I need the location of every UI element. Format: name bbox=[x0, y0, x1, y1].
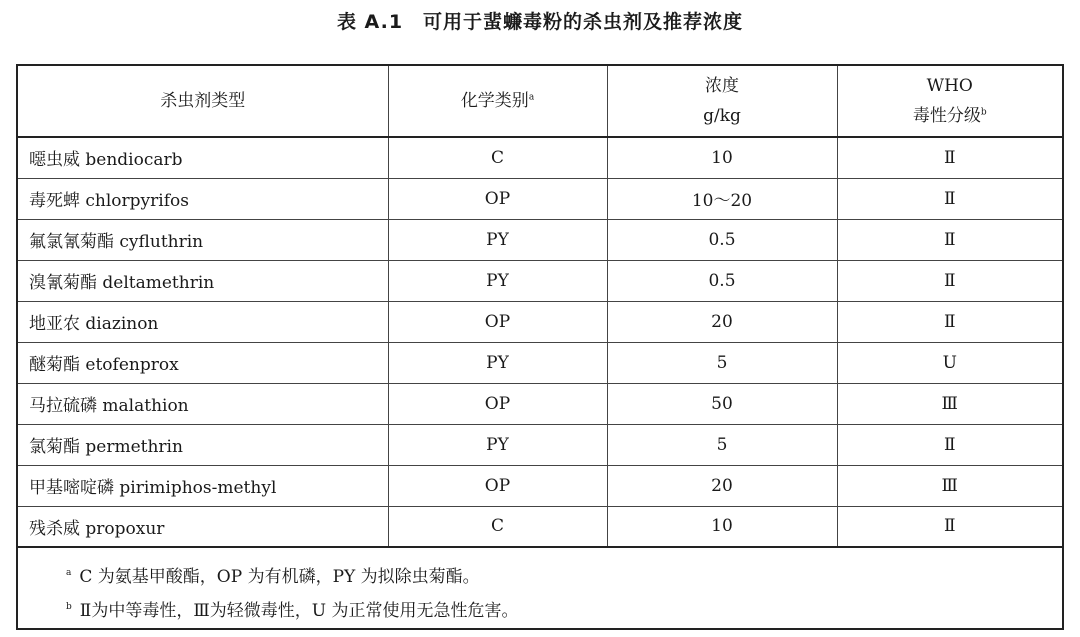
cell-concentration: 0.5 bbox=[607, 260, 837, 301]
footnote-mark-b: b bbox=[66, 602, 72, 613]
cell-insecticide-name: 氯菊酯 permethrin bbox=[18, 424, 388, 465]
header-who-toxicity bbox=[837, 66, 1062, 137]
cell-concentration: 50 bbox=[607, 383, 837, 424]
insecticide-table-frame bbox=[16, 64, 1064, 630]
table-row bbox=[18, 342, 1062, 383]
cell-concentration: 0.5 bbox=[607, 219, 837, 260]
cell-who-class: Ⅱ bbox=[837, 301, 1062, 342]
cell-who-class: Ⅱ bbox=[837, 219, 1062, 260]
cell-who-class: Ⅱ bbox=[837, 424, 1062, 465]
header-insecticide-type bbox=[18, 66, 388, 137]
cell-who-class: Ⅱ bbox=[837, 506, 1062, 547]
cell-chemical-category: PY bbox=[388, 219, 607, 260]
cell-chemical-category: PY bbox=[388, 260, 607, 301]
header-insecticide-type-label: 杀虫剂类型 bbox=[160, 91, 246, 111]
header-chemical-category-label: 化学类别 bbox=[460, 91, 529, 111]
footnote-ref-b: b bbox=[980, 107, 987, 118]
cell-chemical-category: C bbox=[388, 137, 607, 178]
cell-insecticide-name: 噁虫威 bendiocarb bbox=[18, 137, 388, 178]
table-row bbox=[18, 465, 1062, 506]
cell-insecticide-name: 氟氯氰菊酯 cyfluthrin bbox=[18, 219, 388, 260]
header-concentration bbox=[607, 66, 837, 137]
footnote-b bbox=[66, 594, 1062, 628]
cell-concentration: 5 bbox=[607, 342, 837, 383]
table-row bbox=[18, 301, 1062, 342]
cell-concentration: 20 bbox=[607, 465, 837, 506]
cell-chemical-category: C bbox=[388, 506, 607, 547]
cell-concentration: 10 bbox=[607, 506, 837, 547]
cell-chemical-category: PY bbox=[388, 424, 607, 465]
cell-insecticide-name: 地亚农 diazinon bbox=[18, 301, 388, 342]
footnote-a bbox=[66, 560, 1062, 594]
cell-who-class: Ⅱ bbox=[837, 178, 1062, 219]
cell-chemical-category: OP bbox=[388, 465, 607, 506]
footnote-ref-a: a bbox=[528, 92, 535, 103]
cell-insecticide-name: 甲基嘧啶磷 pirimiphos-methyl bbox=[18, 465, 388, 506]
cell-concentration: 10～20 bbox=[607, 178, 837, 219]
cell-concentration: 20 bbox=[607, 301, 837, 342]
header-who-label: WHO bbox=[926, 76, 973, 96]
table-row bbox=[18, 178, 1062, 219]
footnote-text-a: C 为氨基甲酸酯，OP 为有机磷，PY 为拟除虫菊酯。 bbox=[79, 567, 480, 587]
cell-chemical-category: PY bbox=[388, 342, 607, 383]
cell-who-class: Ⅱ bbox=[837, 137, 1062, 178]
header-chemical-category bbox=[388, 66, 607, 137]
header-concentration-label: 浓度 bbox=[705, 76, 739, 96]
table-row bbox=[18, 506, 1062, 547]
cell-who-class: Ⅲ bbox=[837, 465, 1062, 506]
cell-chemical-category: OP bbox=[388, 383, 607, 424]
table-footnotes bbox=[18, 548, 1062, 628]
cell-insecticide-name: 毒死蜱 chlorpyrifos bbox=[18, 178, 388, 219]
cell-insecticide-name: 醚菊酯 etofenprox bbox=[18, 342, 388, 383]
cell-insecticide-name: 溴氰菊酯 deltamethrin bbox=[18, 260, 388, 301]
cell-insecticide-name: 残杀威 propoxur bbox=[18, 506, 388, 547]
cell-who-class: U bbox=[837, 342, 1062, 383]
footnote-mark-a: a bbox=[66, 568, 72, 579]
header-row bbox=[18, 66, 1062, 137]
table-row bbox=[18, 219, 1062, 260]
table-row bbox=[18, 137, 1062, 178]
footnote-text-b: Ⅱ为中等毒性，Ⅲ为轻微毒性，U 为正常使用无急性危害。 bbox=[79, 601, 519, 621]
insecticide-table bbox=[18, 66, 1062, 548]
table-title: 表 A.1 可用于蜚蠊毒粉的杀虫剂及推荐浓度 bbox=[336, 11, 744, 33]
cell-concentration: 5 bbox=[607, 424, 837, 465]
cell-who-class: Ⅱ bbox=[837, 260, 1062, 301]
table-row bbox=[18, 260, 1062, 301]
cell-chemical-category: OP bbox=[388, 178, 607, 219]
cell-concentration: 10 bbox=[607, 137, 837, 178]
cell-chemical-category: OP bbox=[388, 301, 607, 342]
table-row bbox=[18, 424, 1062, 465]
header-concentration-unit: g/kg bbox=[703, 106, 741, 126]
cell-insecticide-name: 马拉硫磷 malathion bbox=[18, 383, 388, 424]
table-row bbox=[18, 383, 1062, 424]
header-toxicity-class-label: 毒性分级 bbox=[912, 106, 981, 126]
cell-who-class: Ⅲ bbox=[837, 383, 1062, 424]
